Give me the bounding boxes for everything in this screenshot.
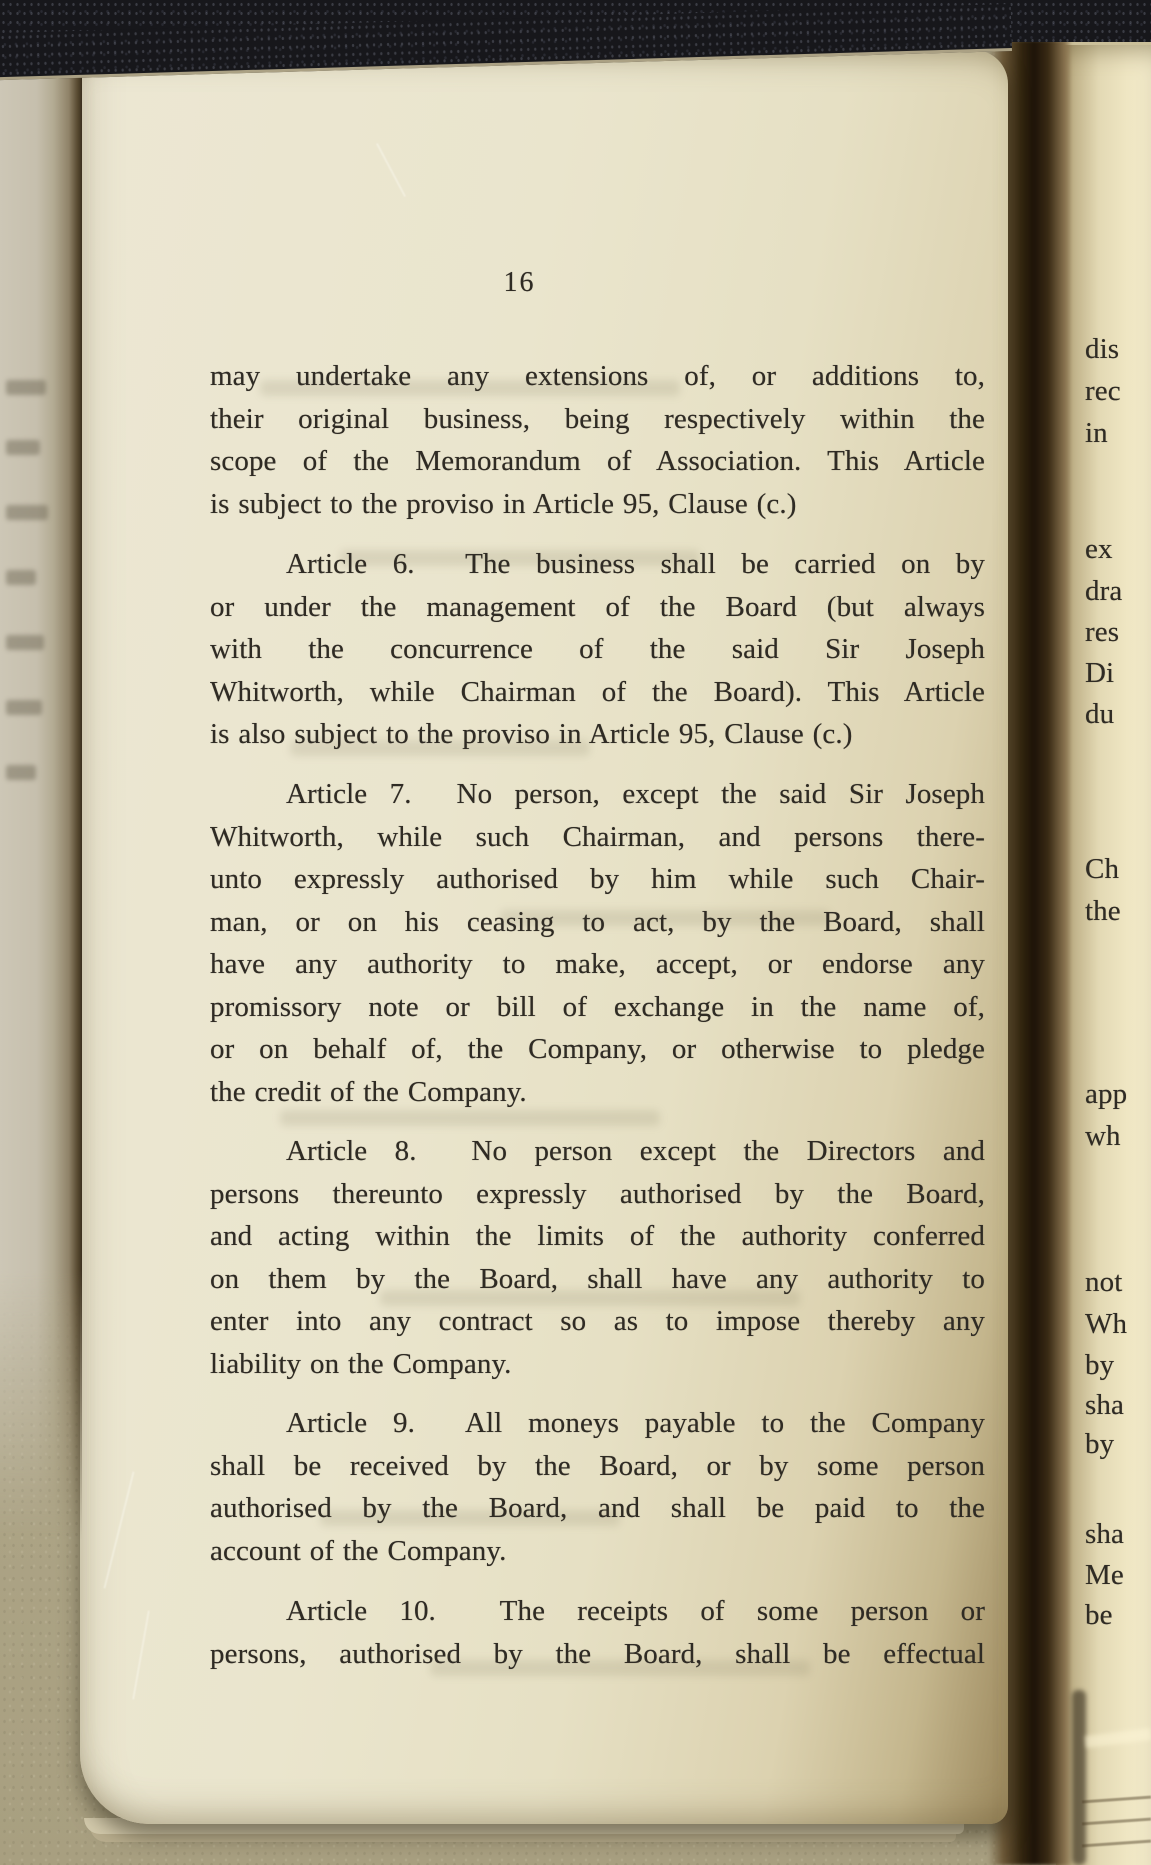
text-line: and acting within the limits of the authority conferred xyxy=(210,1220,985,1252)
text-line: Whitworth, while such Chairman, and persons there- xyxy=(210,820,985,853)
right-page-fragment: in xyxy=(1085,417,1108,449)
text-line: liability on the Company. xyxy=(210,1347,512,1380)
ghost-text-smudge xyxy=(6,570,36,585)
text-line: shall be received by the Board, or by some person xyxy=(210,1449,985,1482)
right-page-fragment: Me xyxy=(1085,1559,1124,1591)
right-page-fragment: sha xyxy=(1085,1518,1124,1550)
text-line: authorised by the Board, and shall be paid to the xyxy=(210,1492,985,1524)
right-page-fragment: res xyxy=(1085,616,1120,648)
right-page-fragment: rec xyxy=(1085,375,1121,407)
text-line: persons thereunto expressly authorised by the Board, xyxy=(210,1177,985,1210)
text-line: with the concurrence of the said Sir Joseph xyxy=(210,633,985,665)
right-page-fragment: Wh xyxy=(1085,1308,1128,1340)
text-line: man, or on his ceasing to act, by the Board, shall xyxy=(210,905,985,938)
text-line: or under the management of the Board (but always xyxy=(210,590,985,623)
ghost-text-smudge xyxy=(6,700,42,715)
right-page-fragment: by xyxy=(1085,1428,1115,1460)
text-line: is subject to the proviso in Article 95, Clause (c.) xyxy=(210,487,797,520)
ghost-text-smudge xyxy=(6,635,44,650)
ghost-text-smudge xyxy=(6,505,48,520)
text-line: on them by the Board, shall have any authority to xyxy=(210,1262,985,1295)
text-line: Article 6. The business shall be carried on by xyxy=(286,548,985,580)
fore-edge-shadow xyxy=(1072,1690,1086,1865)
text-line: their original business, being respectively within the xyxy=(210,402,985,435)
ghost-text-smudge xyxy=(6,765,36,780)
text-line: enter into any contract so as to impose thereby any xyxy=(210,1305,985,1337)
paper-scratch xyxy=(376,143,406,197)
right-page-fragment: Ch xyxy=(1085,853,1120,885)
right-page-fragment: dra xyxy=(1085,575,1123,607)
right-page-fragment: sha xyxy=(1085,1389,1124,1421)
text-line: Article 10. The receipts of some person or xyxy=(286,1595,985,1627)
right-page-fragment: ex xyxy=(1085,533,1113,565)
right-page-fragment: app xyxy=(1085,1078,1128,1110)
right-page-fragment: the xyxy=(1085,895,1121,927)
text-line: or on behalf of, the Company, or otherwise to pledge xyxy=(210,1033,985,1065)
ghost-text-smudge xyxy=(6,380,46,395)
right-page-fragment: be xyxy=(1085,1599,1113,1631)
text-line: account of the Company. xyxy=(210,1534,507,1567)
text-line: is also subject to the proviso in Article 95, Clause (c.) xyxy=(210,718,853,750)
text-line: the credit of the Company. xyxy=(210,1075,527,1108)
paper-scratch xyxy=(104,1472,135,1589)
text-line: Whitworth, while Chairman of the Board). This Article xyxy=(210,675,985,708)
text-line: persons, authorised by the Board, shall be effectual xyxy=(210,1637,985,1670)
page-number: 16 xyxy=(503,267,536,298)
right-page-fragment: wh xyxy=(1085,1120,1121,1152)
ghost-text-smudge xyxy=(6,440,40,455)
text-line: unto expressly authorised by him while such Chair- xyxy=(210,863,985,895)
right-page-fragment: not xyxy=(1085,1266,1123,1298)
right-page-fragment: dis xyxy=(1085,333,1120,365)
right-page-fragment: Di xyxy=(1085,657,1115,689)
text-line: Article 8. No person except the Directors and xyxy=(286,1135,985,1167)
left-page xyxy=(80,50,1008,1824)
text-line: Article 7. No person, except the said Sir Joseph xyxy=(286,778,985,810)
previous-page-edge xyxy=(0,40,82,1540)
text-line: promissory note or bill of exchange in the name of, xyxy=(210,990,985,1023)
text-line: scope of the Memorandum of Association. This Article xyxy=(210,445,985,477)
text-line: Article 9. All moneys payable to the Company xyxy=(286,1407,985,1439)
text-line: may undertake any extensions of, or additions to, xyxy=(210,360,985,392)
paper-scratch xyxy=(132,1611,150,1700)
right-page-fragment: du xyxy=(1085,698,1115,730)
right-page-fragment: by xyxy=(1085,1349,1115,1381)
text-line: have any authority to make, accept, or endorse any xyxy=(210,948,985,980)
